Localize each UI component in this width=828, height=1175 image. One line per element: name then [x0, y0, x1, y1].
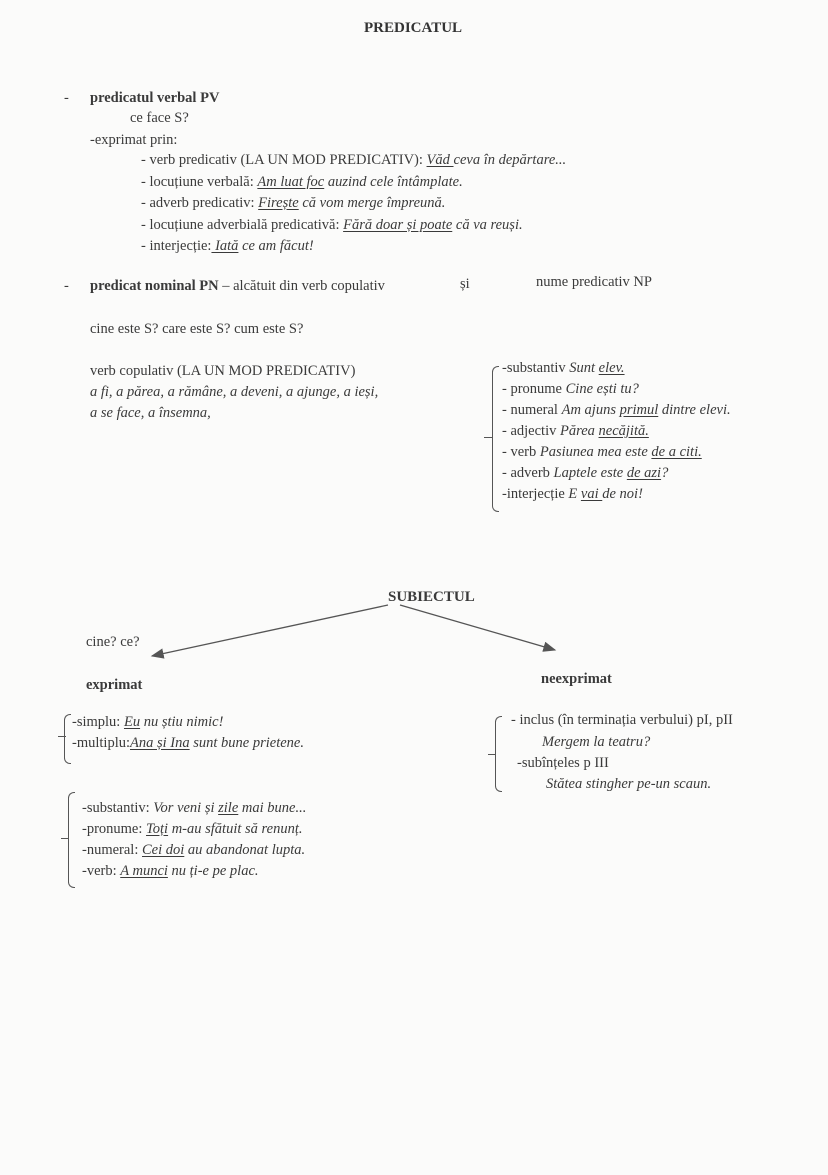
pn-and: și: [460, 276, 470, 292]
expressed-types-list: [72, 712, 304, 754]
expressed-part-item: -numeral: Cei doi au abandonat lupta.: [82, 842, 306, 858]
copulative-list-2: a se face, a însemna,: [90, 405, 211, 421]
expressed-heading: exprimat: [86, 677, 143, 693]
np-item: - adverb Laptele este de azi?: [502, 465, 669, 481]
expressed-type-item: -multiplu:Ana și Ina sunt bune prietene.: [72, 735, 304, 751]
bullet-pv: -: [64, 90, 69, 106]
np-item: - verb Pasiunea mea este de a citi.: [502, 444, 702, 460]
np-item: - adjectiv Părea necăjită.: [502, 423, 649, 439]
pv-item: - locuțiune verbală: Am luat foc auzind cele întâmplate.: [141, 173, 463, 190]
expressed-parts-list: [82, 798, 306, 882]
pv-expressed-by: -exprimat prin:: [90, 132, 178, 148]
pv-item: - verb predicativ (LA UN MOD PREDICATIV): Văd ceva în depărtare...: [141, 152, 567, 168]
expressed-parts-bracket: [68, 792, 75, 888]
unexpressed-implied: -subînțeles p III: [517, 755, 609, 771]
unexpressed-bracket: [495, 716, 502, 792]
pv-item: - locuțiune adverbială predicativă: Fără doar și poate că va reuși.: [141, 216, 523, 233]
unexpressed-included-example: Mergem la teatru?: [542, 734, 651, 750]
expressed-part-item: -pronume: Toți m-au sfătuit să renunț.: [82, 821, 303, 837]
expressed-part-item: -verb: A munci nu ți-e pe plac.: [82, 863, 259, 879]
subject-title: SUBIECTUL: [388, 589, 475, 605]
np-item: - numeral Am ajuns primul dintre elevi.: [502, 402, 731, 418]
np-item: -substantiv Sunt elev.: [502, 360, 625, 376]
unexpressed-implied-example: Stătea stingher pe-un scaun.: [546, 776, 712, 792]
pv-heading: predicatul verbal PV: [90, 90, 220, 106]
page-title: PREDICATUL: [364, 20, 463, 36]
np-item: -interjecție E vai de noi!: [502, 486, 643, 502]
unexpressed-heading: neexprimat: [541, 671, 612, 687]
np-item: - pronume Cine ești tu?: [502, 381, 639, 397]
pn-heading-line: predicat nominal PN – alcătuit din verb copulativ: [90, 278, 385, 294]
expressed-parts-tick: [61, 838, 69, 839]
copulative-title: verb copulativ (LA UN MOD PREDICATIV): [90, 363, 356, 379]
pv-item: - interjecție: Iată ce am făcut!: [141, 238, 314, 254]
pn-questions: cine este S? care este S? cum este S?: [90, 321, 304, 337]
expressed-type-item: -simplu: Eu nu știu nimic!: [72, 714, 224, 730]
expressed-types-bracket: [64, 714, 71, 764]
pv-question: ce face S?: [130, 110, 189, 126]
pv-item: - adverb predicativ: Firește că vom merge împreună.: [141, 195, 446, 211]
pn-np: nume predicativ NP: [536, 274, 652, 290]
unexpressed-included: - inclus (în terminația verbului) pI, pII: [511, 712, 733, 728]
unexpressed-tick: [488, 754, 496, 755]
bullet-pn: -: [64, 278, 69, 294]
expressed-types-tick: [58, 736, 66, 737]
copulative-list-1: a fi, a părea, a rămâne, a deveni, a ajunge, a ieși,: [90, 384, 379, 400]
expressed-part-item: -substantiv: Vor veni și zile mai bune...: [82, 800, 307, 816]
subject-questions: cine? ce?: [86, 634, 140, 650]
